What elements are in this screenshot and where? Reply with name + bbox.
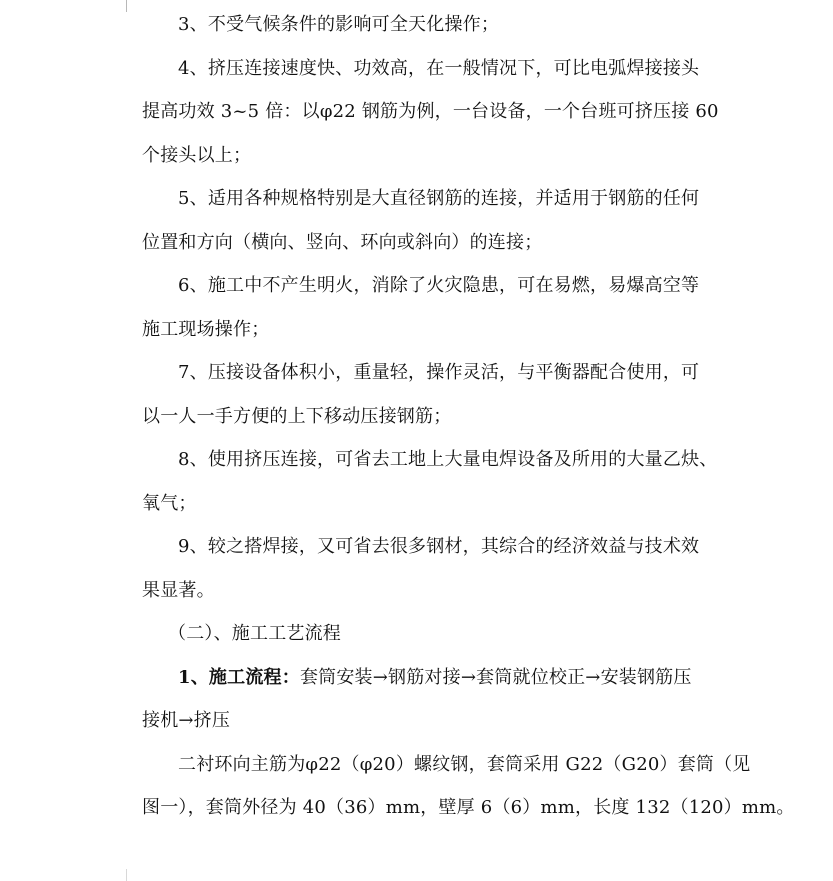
rebar-spec-line-1: 二衬环向主筋为φ22（φ20）螺纹钢，套筒采用 G22（G20）套筒（见 <box>178 754 751 775</box>
process-flow-line-2: 接机→挤压 <box>142 710 231 731</box>
paragraph-item-4-line-2: 提高功效 3~5 倍：以φ22 钢筋为例，一台设备，一个台班可挤压接 60 <box>142 101 719 122</box>
paragraph-item-6-line-1: 6、施工中不产生明火，消除了火灾隐患，可在易燃，易爆高空等 <box>178 275 700 296</box>
page-margin-mark-top <box>126 0 127 12</box>
paragraph-item-9-line-1: 9、较之搭焊接，又可省去很多钢材，其综合的经济效益与技术效 <box>178 536 700 557</box>
paragraph-item-3: 3、不受气候条件的影响可全天化操作； <box>178 14 500 35</box>
process-flow-line-1 <box>178 666 788 690</box>
process-flow-heading: 1、施工流程： <box>178 667 300 688</box>
paragraph-item-6-line-2: 施工现场操作； <box>142 319 270 340</box>
paragraph-item-8-line-2: 氧气； <box>142 493 197 514</box>
paragraph-item-7-line-1: 7、压接设备体积小，重量轻，操作灵活，与平衡器配合使用，可 <box>178 362 700 383</box>
section-heading-process: （二）、施工工艺流程 <box>168 623 341 644</box>
paragraph-item-9-line-2: 果显著。 <box>142 580 215 601</box>
rebar-spec-line-2: 图一），套筒外径为 40（36）mm，壁厚 6（6）mm，长度 132（120）mm。 <box>142 797 795 818</box>
paragraph-item-8-line-1: 8、使用挤压连接，可省去工地上大量电焊设备及所用的大量乙炔、 <box>178 449 718 470</box>
paragraph-item-4-line-3: 个接头以上； <box>142 145 252 166</box>
paragraph-item-5-line-1: 5、适用各种规格特别是大直径钢筋的连接，并适用于钢筋的任何 <box>178 188 700 209</box>
page-margin-mark-bottom <box>126 869 127 881</box>
process-flow-steps: 套筒安装→钢筋对接→套筒就位校正→安装钢筋压 <box>299 667 692 688</box>
paragraph-item-4-line-1: 4、挤压连接速度快、功效高，在一般情况下，可比电弧焊接接头 <box>178 58 700 79</box>
paragraph-item-7-line-2: 以一人一手方便的上下移动压接钢筋； <box>142 406 452 427</box>
paragraph-item-5-line-2: 位置和方向（横向、竖向、环向或斜向）的连接； <box>142 232 543 253</box>
